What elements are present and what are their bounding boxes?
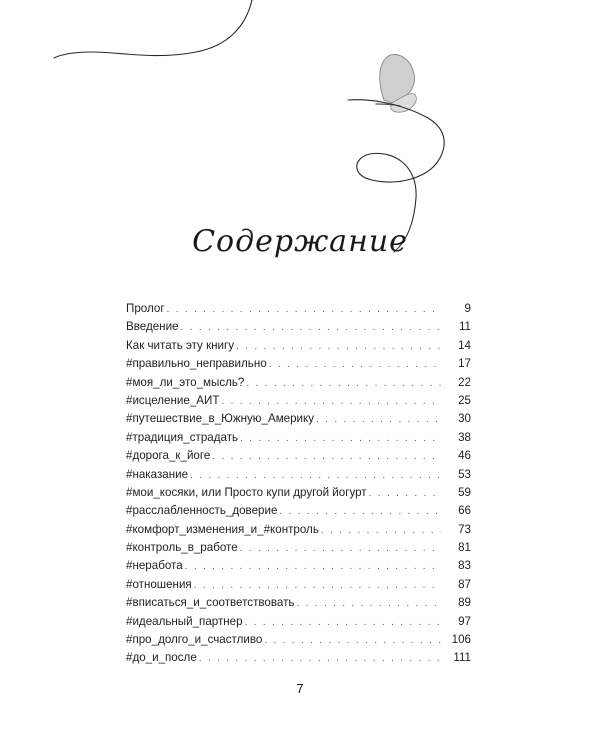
toc-entry-page: 9 — [464, 302, 471, 315]
toc-entry-page: 106 — [451, 633, 471, 647]
dot-leader — [181, 319, 442, 337]
decorative-curve — [54, 0, 252, 58]
toc-entry-page: 87 — [458, 577, 471, 591]
toc-entry-title: Как читать эту книгу — [126, 338, 235, 352]
toc-entry-page: 11 — [458, 320, 471, 334]
toc-entry — [126, 392, 471, 410]
toc-entry-page: 30 — [458, 412, 471, 426]
toc-entry-page: 25 — [458, 393, 471, 407]
toc-entry-title: #контроль_в_работе — [126, 541, 238, 555]
dot-leader — [369, 485, 441, 503]
dot-leader — [296, 595, 441, 613]
dot-leader — [246, 375, 441, 393]
toc-entry — [126, 410, 471, 428]
toc-entry-title: #идеальный_партнер — [126, 614, 243, 628]
toc-entry-title: Пролог — [126, 302, 165, 315]
toc-entry-page: 81 — [458, 541, 471, 555]
dot-leader — [264, 632, 441, 650]
toc-entry-page: 66 — [458, 504, 471, 518]
toc-entry-title: Введение — [126, 320, 179, 334]
dot-leader — [245, 614, 441, 632]
toc-entry-title: #исцеление_АИТ — [126, 393, 220, 407]
toc-entry-page: 46 — [458, 449, 471, 463]
toc-entry-page: 22 — [458, 375, 471, 389]
toc-entry-page: 111 — [453, 651, 471, 665]
dot-leader — [236, 338, 441, 356]
dot-leader — [221, 393, 441, 411]
page-number: 7 — [296, 681, 304, 696]
toc-entry-page: 14 — [458, 338, 471, 352]
toc-entry-page: 53 — [458, 467, 471, 481]
toc-entry — [126, 576, 471, 594]
contents-title: Содержание — [192, 224, 408, 259]
toc-entry-title: #комфорт_изменения_и_#контроль — [126, 522, 319, 536]
toc-entry-page: 89 — [458, 596, 471, 610]
table-of-contents — [126, 300, 471, 668]
toc-entry — [126, 557, 471, 575]
toc-entry-title: #мои_косяки, или Просто купи другой йогурт — [126, 485, 367, 499]
toc-entry-page: 38 — [458, 430, 471, 444]
toc-entry — [126, 447, 471, 465]
toc-entry-title: #дорога_к_йоге — [126, 449, 211, 463]
toc-entry-page: 83 — [458, 559, 471, 573]
toc-entry-title: #правильно_неправильно — [126, 357, 267, 371]
toc-entry-title: #расслабленность_доверие — [126, 504, 278, 518]
dot-leader — [199, 650, 441, 668]
toc-entry-title: #традиция_страдать — [126, 430, 239, 444]
toc-entry-title: #до_и_после — [126, 651, 197, 665]
toc-entry — [126, 594, 471, 612]
toc-entry-page: 59 — [458, 485, 471, 499]
dot-leader — [194, 577, 441, 595]
toc-entry — [126, 649, 471, 667]
toc-entry — [126, 502, 471, 520]
toc-entry-page: 17 — [458, 357, 471, 371]
dot-leader — [212, 448, 441, 466]
toc-entry — [126, 484, 471, 502]
dot-leader — [190, 467, 441, 485]
toc-entry-title: #наказание — [126, 467, 189, 481]
toc-entry-title: #отношения — [126, 577, 192, 591]
dot-leader — [240, 540, 441, 558]
toc-entry — [126, 337, 471, 355]
dot-leader — [279, 503, 441, 521]
dot-leader — [167, 301, 441, 319]
toc-entry — [126, 613, 471, 631]
toc-entry — [126, 374, 471, 392]
toc-entry-title: #неработа — [126, 559, 183, 573]
toc-entry — [126, 300, 471, 318]
toc-entry — [126, 539, 471, 557]
dot-leader — [185, 558, 441, 576]
toc-entry-title: #путешествие_в_Южную_Америку — [126, 412, 315, 426]
toc-entry-title: #про_долго_и_счастливо — [126, 633, 263, 647]
toc-entry-title: #моя_ли_это_мысль? — [126, 375, 245, 389]
toc-entry-page: 73 — [458, 522, 471, 536]
toc-entry-title: #вписаться_и_соответствовать — [126, 596, 295, 610]
dot-leader — [269, 356, 441, 374]
dot-leader — [316, 411, 441, 429]
toc-entry — [126, 429, 471, 447]
toc-entry-page: 97 — [458, 614, 471, 628]
toc-entry — [126, 631, 471, 649]
toc-entry — [126, 318, 471, 336]
toc-entry — [126, 355, 471, 373]
dot-leader — [240, 430, 441, 448]
toc-entry — [126, 466, 471, 484]
toc-entry — [126, 521, 471, 539]
dot-leader — [321, 522, 441, 540]
